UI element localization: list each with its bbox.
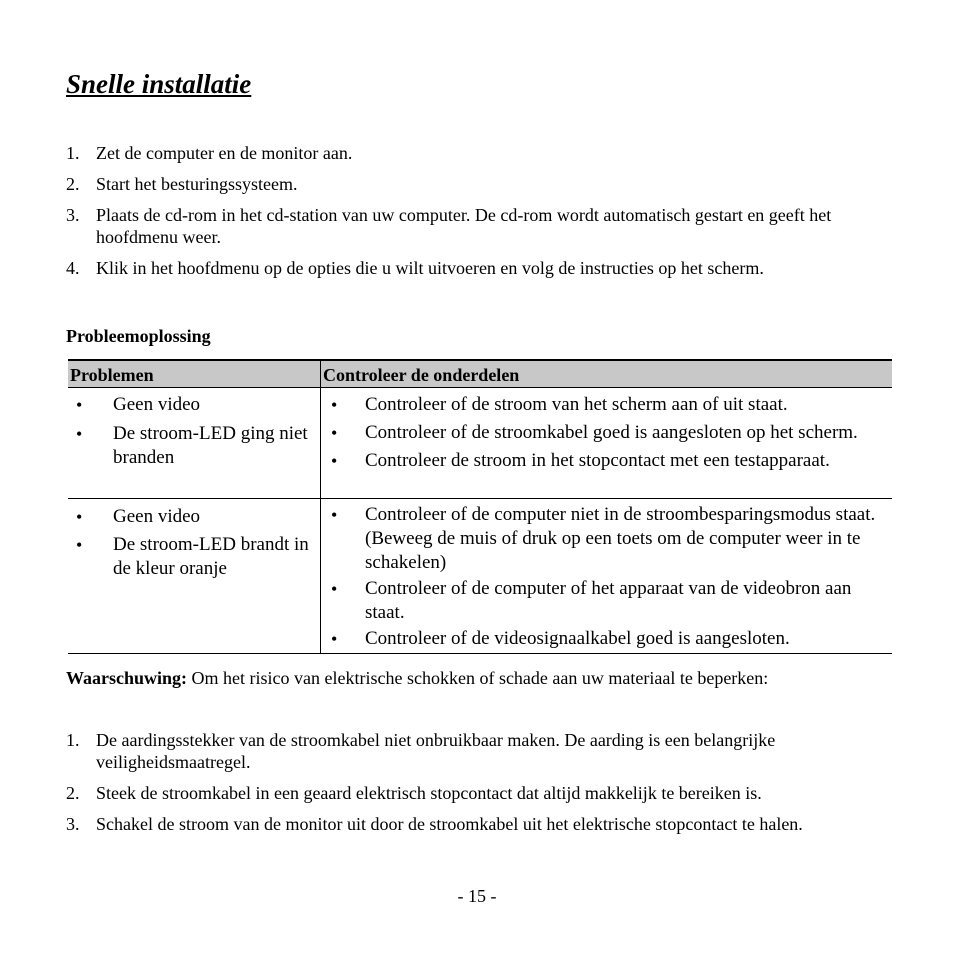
install-steps-list [66,142,892,288]
table-header-row [68,360,892,388]
check-item: • Controleer of de videosignaalkabel goed is aangesloten. [321,627,892,651]
page-title: Snelle installatie [66,69,252,99]
checks-cell [321,388,893,499]
table-row [68,499,892,654]
warning-paragraph [66,664,826,693]
column-header-problems: Problemen [68,360,321,388]
problem-item: • De stroom-LED ging niet branden [68,422,320,470]
warning-text: Om het risico van elektrische schokken of schade aan uw materiaal te beperken: [187,668,769,688]
item-text: Steek de stroomkabel in een geaard elektrisch stopcontact dat altijd makkelijk te bereiken is. [96,783,762,803]
check-item: • Controleer of de stroom van het scherm aan of uit staat. [321,393,892,417]
warning-label: Waarschuwing: [66,668,188,688]
item-number: 1. [66,730,80,750]
problems-cell [68,388,321,499]
problem-item: • De stroom-LED brandt in de kleur oranje [68,533,320,581]
warning-steps-list [66,729,892,844]
column-header-checks: Controleer de onderdelen [321,360,893,388]
list-item [66,782,892,804]
item-number: 4. [66,258,80,278]
list-item [66,729,892,773]
item-text: Schakel de stroom van de monitor uit door de stroomkabel uit het elektrische stopcontact te halen. [96,814,803,834]
problems-cell [68,499,321,654]
list-item [66,173,892,195]
item-number: 3. [66,814,80,834]
item-number: 3. [66,205,80,225]
page-number: - 15 - [457,886,497,906]
list-item [66,257,892,279]
check-item: • Controleer of de computer niet in de stroombesparingsmodus staat.(Beweeg de muis of druk op een toets om de computer weer in te schakelen) [321,503,892,575]
table-row [68,388,892,499]
item-number: 1. [66,143,80,163]
list-item [66,204,892,248]
troubleshooting-table [68,359,892,654]
check-item: • Controleer of de stroomkabel goed is aangesloten op het scherm. [321,421,892,445]
problem-item: • Geen video [68,505,320,529]
item-text: Klik in het hoofdmenu op de opties die u wilt uitvoeren en volg de instructies op het scherm. [96,258,764,278]
list-item [66,813,892,835]
checks-cell [321,499,893,654]
item-text: Plaats de cd-rom in het cd-station van uw computer. De cd-rom wordt automatisch gestart en geeft het hoofdmenu weer. [96,205,832,247]
check-item: • Controleer de stroom in het stopcontact met een testapparaat. [321,449,892,473]
check-item: • Controleer of de computer of het apparaat van de videobron aan staat. [321,577,892,625]
item-number: 2. [66,174,80,194]
item-number: 2. [66,783,80,803]
problem-item: • Geen video [68,393,320,417]
item-text: Start het besturingssysteem. [96,174,298,194]
item-text: Zet de computer en de monitor aan. [96,143,353,163]
item-text: De aardingsstekker van de stroomkabel niet onbruikbaar maken. De aarding is een belangrijke veiligheidsmaatregel. [96,730,776,772]
troubleshooting-heading: Probleemoplossing [66,326,211,346]
list-item [66,142,892,164]
